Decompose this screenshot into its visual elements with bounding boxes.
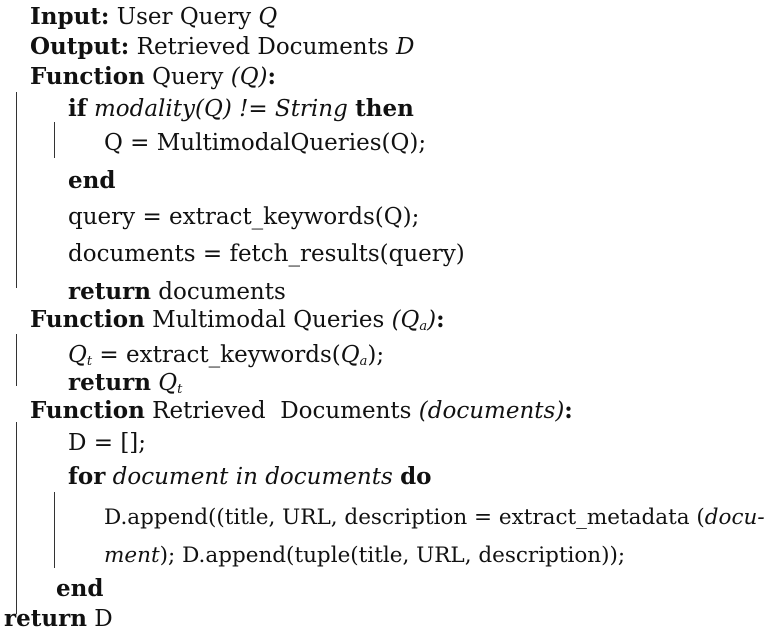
input-line: Input: User Query Q xyxy=(30,3,278,30)
append-line-1: D.append((title, URL, description = extract_metadata (docu- xyxy=(104,505,765,530)
assign-q-line: Q = MultimodalQueries(Q); xyxy=(104,130,427,156)
scope-bar-query xyxy=(16,92,17,288)
scope-bar-if xyxy=(54,122,55,158)
if-line: if modality(Q) != String then xyxy=(68,95,414,122)
qt-assign-line: $Q_t$ = $extract\_keywords(Q_a)$; xyxy=(68,342,385,369)
output-line: Output: Retrieved Documents D xyxy=(30,33,415,60)
return-documents-line: return documents xyxy=(68,278,286,305)
scope-bar-multimodal xyxy=(16,334,17,386)
d-init-line: D = []; xyxy=(68,430,147,456)
documents-line: documents = fetch_results(query) xyxy=(68,241,465,267)
for-line: for document in documents do xyxy=(68,463,432,490)
return-d-line: return D xyxy=(4,605,113,632)
end-for-line: end xyxy=(56,575,104,602)
function-multimodal-line: Function Multimodal Queries $(Q_a)$: xyxy=(30,306,445,334)
scope-bar-for xyxy=(54,492,55,568)
end-if-line: end xyxy=(68,167,116,194)
query-line: query = extract_keywords(Q); xyxy=(68,204,420,230)
append-line-2: ment); D.append(tuple(title, URL, description)); xyxy=(104,543,626,568)
scope-bar-retrieved xyxy=(16,422,17,614)
function-query-line: Function Query (Q): xyxy=(30,63,277,90)
function-retrieved-line: Function Retrieved Documents (documents): xyxy=(30,397,573,424)
return-qt-line: return $Q_t$ xyxy=(68,369,183,397)
